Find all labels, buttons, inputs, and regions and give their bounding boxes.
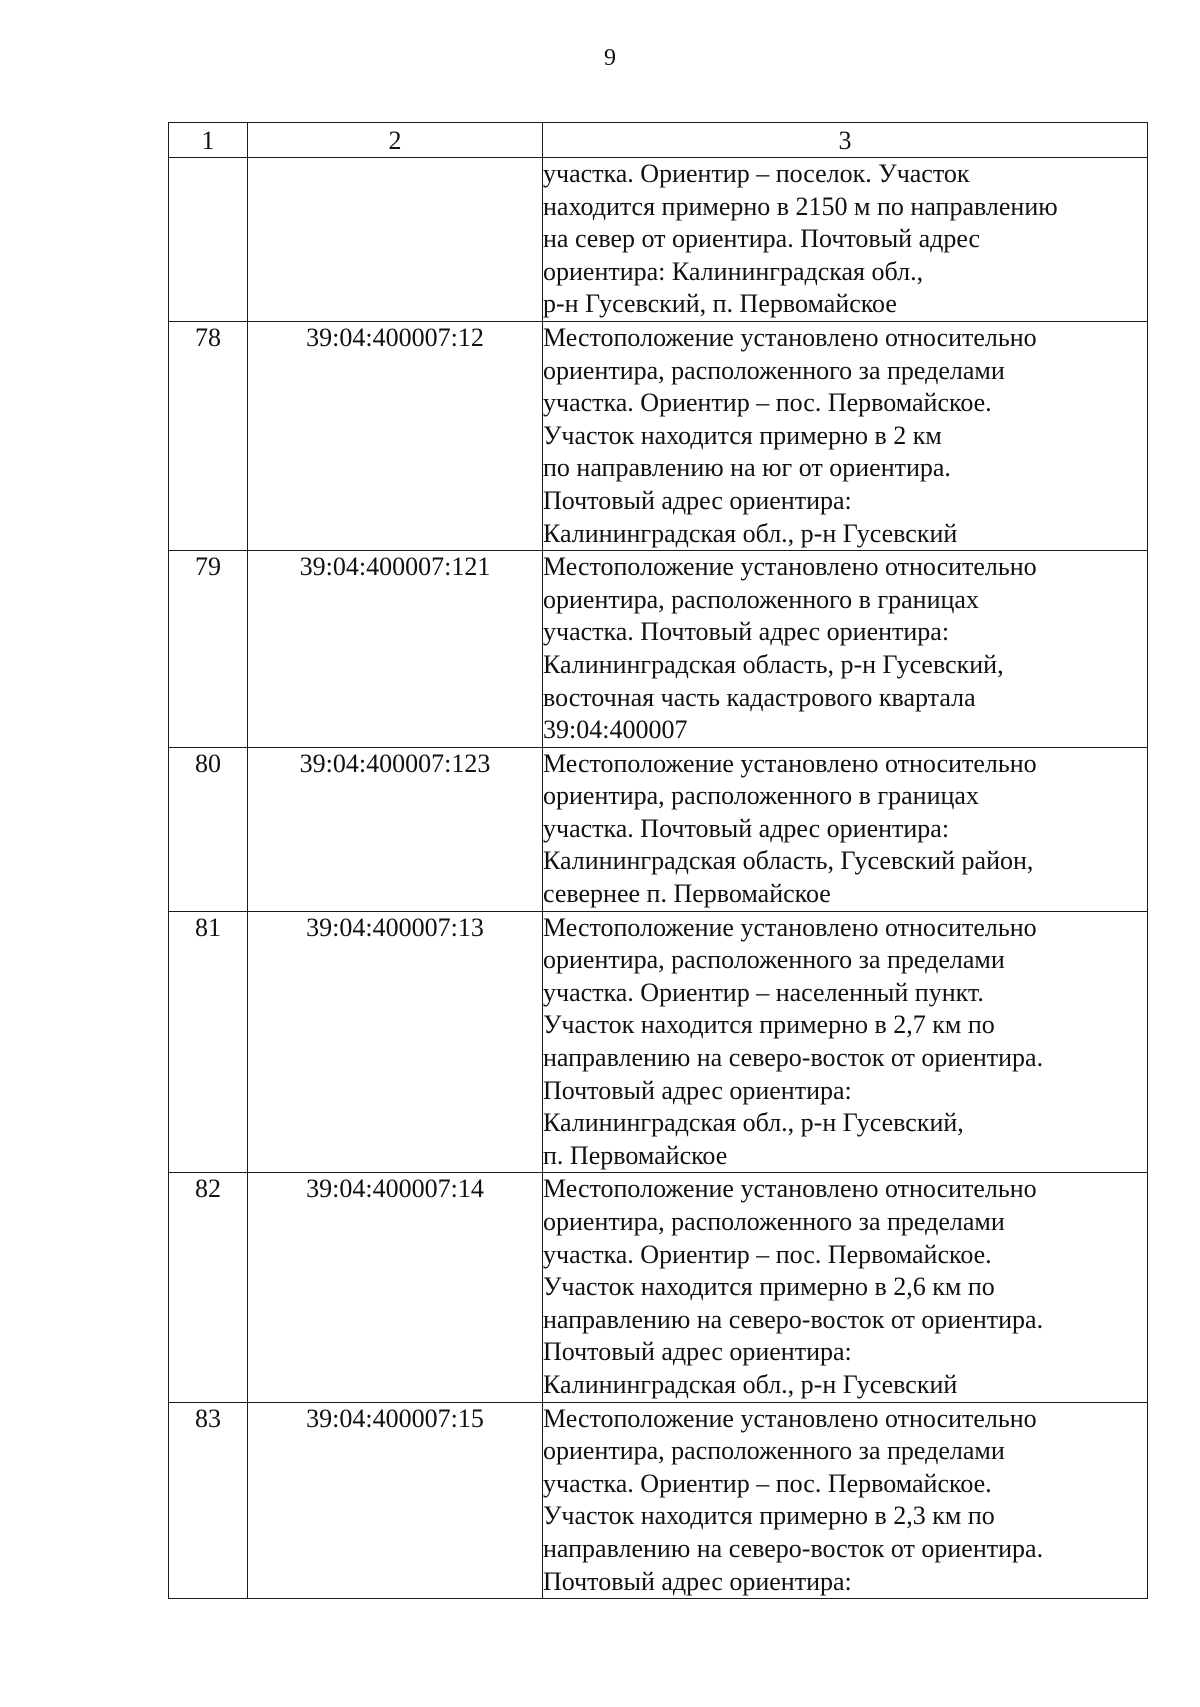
description-line: Участок находится примерно в 2,7 км по bbox=[543, 1010, 995, 1040]
land-plot-table bbox=[168, 122, 1148, 1599]
column-header-location: 3 bbox=[543, 123, 1148, 158]
row-number: 79 bbox=[169, 551, 248, 748]
row-number: 81 bbox=[169, 911, 248, 1173]
location-description bbox=[543, 551, 1148, 748]
description-line: Участок находится примерно в 2,6 км по bbox=[543, 1272, 995, 1302]
location-description bbox=[543, 911, 1148, 1173]
description-line: Почтовый адрес ориентира: bbox=[543, 1075, 852, 1105]
description-line: Калининградская обл., р-н Гусевский, bbox=[543, 1108, 964, 1138]
description-line: участка. Ориентир – пос. Первомайское. bbox=[543, 1468, 992, 1498]
description-line: Местоположение установлено относительно bbox=[543, 552, 1037, 582]
cadastral-number: 39:04:400007:14 bbox=[248, 1173, 543, 1402]
cadastral-number: 39:04:400007:123 bbox=[248, 747, 543, 911]
description-line: Местоположение установлено относительно bbox=[543, 1403, 1037, 1433]
description-line: находится примерно в 2150 м по направлению bbox=[543, 191, 1058, 221]
description-line: Участок находится примерно в 2,3 км по bbox=[543, 1501, 995, 1531]
description-line: Местоположение установлено относительно bbox=[543, 748, 1037, 778]
column-header-number: 1 bbox=[169, 123, 248, 158]
description-line: по направлению на юг от ориентира. bbox=[543, 453, 951, 483]
description-line: направлению на северо-восток от ориентира. bbox=[543, 1043, 1044, 1073]
description-line: Участок находится примерно в 2 км bbox=[543, 420, 942, 450]
table-row bbox=[169, 911, 1148, 1173]
description-line: Калининградская область, р-н Гусевский, bbox=[543, 649, 1004, 679]
description-line: участка. Ориентир – населенный пункт. bbox=[543, 977, 984, 1007]
column-header-cadastral: 2 bbox=[248, 123, 543, 158]
description-line: Почтовый адрес ориентира: bbox=[543, 1566, 852, 1596]
description-line: 39:04:400007 bbox=[543, 715, 688, 745]
row-number: 78 bbox=[169, 321, 248, 550]
description-line: ориентира, расположенного за пределами bbox=[543, 1207, 1005, 1236]
description-line: восточная часть кадастрового квартала bbox=[543, 682, 976, 712]
description-line: ориентира, расположенного в границах bbox=[543, 584, 979, 614]
table-row bbox=[169, 1402, 1148, 1599]
description-line: Местоположение установлено относительно bbox=[543, 912, 1037, 942]
cadastral-number: 39:04:400007:12 bbox=[248, 321, 543, 550]
description-line: Местоположение установлено относительно bbox=[543, 322, 1037, 352]
header-row bbox=[169, 123, 1148, 158]
table-row bbox=[169, 321, 1148, 550]
table-row bbox=[169, 1173, 1148, 1402]
row-number: 80 bbox=[169, 747, 248, 911]
description-line: Местоположение установлено относительно bbox=[543, 1174, 1037, 1204]
description-line: Почтовый адрес ориентира: bbox=[543, 485, 852, 515]
description-line: ориентира, расположенного за пределами bbox=[543, 945, 1005, 975]
cadastral-number: 39:04:400007:121 bbox=[248, 551, 543, 748]
description-line: участка. Ориентир – пос. Первомайское. bbox=[543, 388, 992, 418]
description-line: участка. Почтовый адрес ориентира: bbox=[543, 617, 950, 647]
description-line: направлению на северо-восток от ориентира. bbox=[543, 1304, 1044, 1334]
description-line: ориентира, расположенного за пределами bbox=[543, 355, 1005, 385]
description-line: участка. Ориентир – поселок. Участок bbox=[543, 159, 970, 188]
description-line: на север от ориентира. Почтовый адрес bbox=[543, 224, 981, 254]
location-description bbox=[543, 158, 1148, 322]
description-line: участка. Ориентир – пос. Первомайское. bbox=[543, 1239, 992, 1269]
location-description bbox=[543, 321, 1148, 550]
row-number bbox=[169, 158, 248, 322]
cadastral-number bbox=[248, 158, 543, 322]
table-row bbox=[169, 747, 1148, 911]
description-line: направлению на северо-восток от ориентира. bbox=[543, 1533, 1044, 1563]
description-line: ориентира, расположенного в границах bbox=[543, 781, 979, 811]
description-line: р-н Гусевский, п. Первомайское bbox=[543, 289, 897, 319]
location-description bbox=[543, 1402, 1148, 1599]
description-line: ориентира: Калининградская обл., bbox=[543, 256, 924, 286]
location-description bbox=[543, 1173, 1148, 1402]
table-row bbox=[169, 551, 1148, 748]
description-line: Калининградская обл., р-н Гусевский bbox=[543, 1369, 958, 1399]
description-line: п. Первомайское bbox=[543, 1140, 728, 1170]
cadastral-number: 39:04:400007:15 bbox=[248, 1402, 543, 1599]
description-line: участка. Почтовый адрес ориентира: bbox=[543, 813, 950, 843]
description-line: Калининградская обл., р-н Гусевский bbox=[543, 518, 958, 548]
description-line: Калининградская область, Гусевский район, bbox=[543, 846, 1034, 876]
page-number: 9 bbox=[604, 45, 616, 71]
cadastral-number: 39:04:400007:13 bbox=[248, 911, 543, 1173]
row-number: 82 bbox=[169, 1173, 248, 1402]
row-number: 83 bbox=[169, 1402, 248, 1599]
description-line: Почтовый адрес ориентира: bbox=[543, 1337, 852, 1367]
location-description bbox=[543, 747, 1148, 911]
table-row bbox=[169, 158, 1148, 322]
description-line: севернее п. Первомайское bbox=[543, 879, 831, 909]
description-line: ориентира, расположенного за пределами bbox=[543, 1436, 1005, 1466]
